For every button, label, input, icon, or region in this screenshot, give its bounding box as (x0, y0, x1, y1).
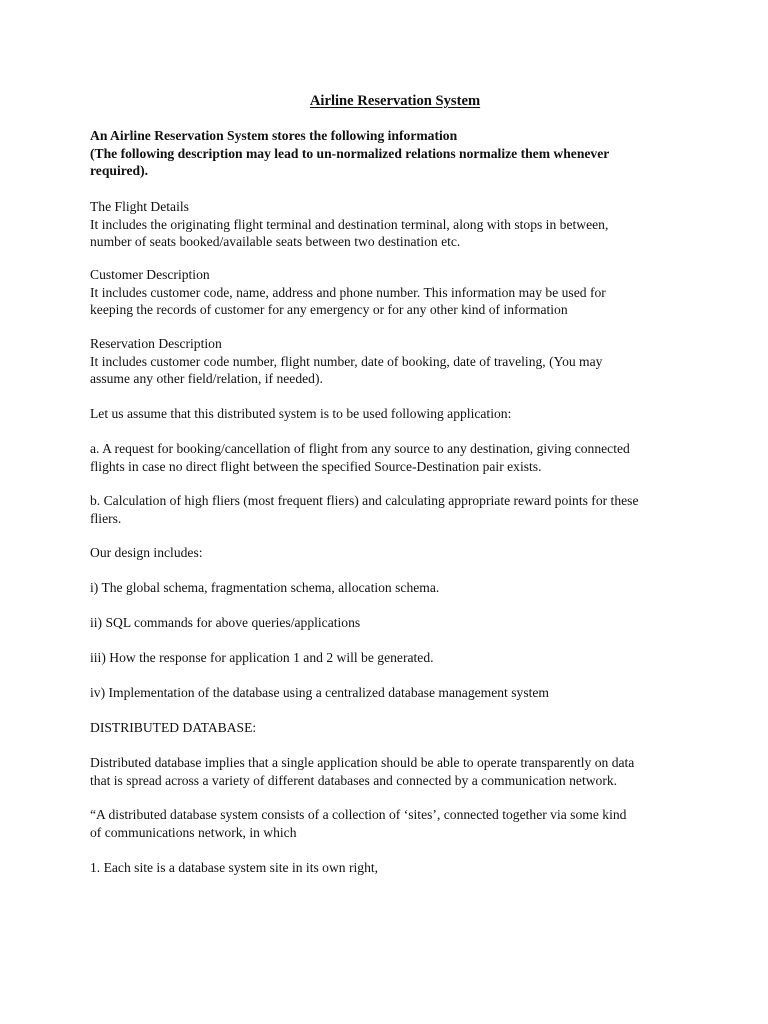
intro-line-1: An Airline Reservation System stores the following information (90, 128, 458, 143)
flight-details-line-1: It includes the originating flight terminal and destination terminal, along with stops in between, (90, 216, 609, 232)
quote-line-1: “A distributed database system consists of a collection of ‘sites’, connected together via some kind (90, 807, 627, 822)
flight-details-section (90, 198, 710, 251)
design-item-ii-text: ii) SQL commands for above queries/applications (90, 615, 361, 630)
application-b-line-2: fliers. (90, 510, 122, 526)
application-b-paragraph (90, 492, 710, 527)
application-a-line-2: flights in case no direct flight between the specified Source-Destination pair exists. (90, 458, 542, 474)
distributed-database-line-1: Distributed database implies that a single application should be able to operate transparently on data (90, 755, 635, 770)
application-a-line-1: a. A request for booking/cancellation of flight from any source to any destination, giving connected (90, 441, 630, 456)
application-b-line-1: b. Calculation of high fliers (most frequent fliers) and calculating appropriate reward points for these (90, 493, 639, 508)
reservation-description-section (90, 335, 710, 388)
design-item-iii (90, 649, 710, 667)
customer-description-section (90, 266, 710, 319)
assumption-paragraph (90, 405, 710, 423)
numbered-item-1 (90, 859, 710, 877)
reservation-description-line-2: assume any other field/relation, if needed). (90, 371, 323, 386)
design-item-iv-text: iv) Implementation of the database using a centralized database management system (90, 685, 549, 700)
design-item-ii (90, 614, 710, 632)
reservation-description-line-1: It includes customer code number, flight number, date of booking, date of traveling, (You may (90, 353, 603, 369)
customer-description-line-2: keeping the records of customer for any emergency or for any other kind of information (90, 302, 568, 317)
intro-line-2: (The following description may lead to un-normalized relations normalize them whenever (90, 145, 610, 161)
intro-paragraph (90, 127, 710, 180)
design-intro-text: Our design includes: (90, 545, 203, 560)
design-item-i (90, 579, 710, 597)
document-title: Airline Reservation System (309, 93, 481, 109)
assumption-text: Let us assume that this distributed system is to be used following application: (90, 406, 512, 421)
design-intro-paragraph (90, 544, 710, 562)
distributed-database-heading-text: DISTRIBUTED DATABASE: (90, 720, 257, 735)
application-a-paragraph (90, 440, 710, 475)
distributed-database-heading (90, 719, 710, 737)
flight-details-heading: The Flight Details (90, 199, 189, 214)
reservation-description-heading: Reservation Description (90, 336, 222, 351)
design-item-i-text: i) The global schema, fragmentation schema, allocation schema. (90, 580, 440, 595)
design-item-iv (90, 684, 710, 702)
intro-line-3: required). (90, 163, 149, 178)
distributed-database-paragraph (90, 754, 710, 789)
quote-paragraph (90, 806, 710, 841)
quote-line-2: of communications network, in which (90, 824, 297, 840)
distributed-database-line-2: that is spread across a variety of different databases and connected by a communication network. (90, 772, 618, 788)
customer-description-line-1: It includes customer code, name, address and phone number. This information may be used for (90, 284, 606, 300)
numbered-item-1-text: 1. Each site is a database system site in its own right, (90, 860, 379, 875)
customer-description-heading: Customer Description (90, 267, 210, 282)
design-item-iii-text: iii) How the response for application 1 and 2 will be generated. (90, 650, 434, 665)
flight-details-line-2: number of seats booked/available seats between two destination etc. (90, 234, 461, 249)
